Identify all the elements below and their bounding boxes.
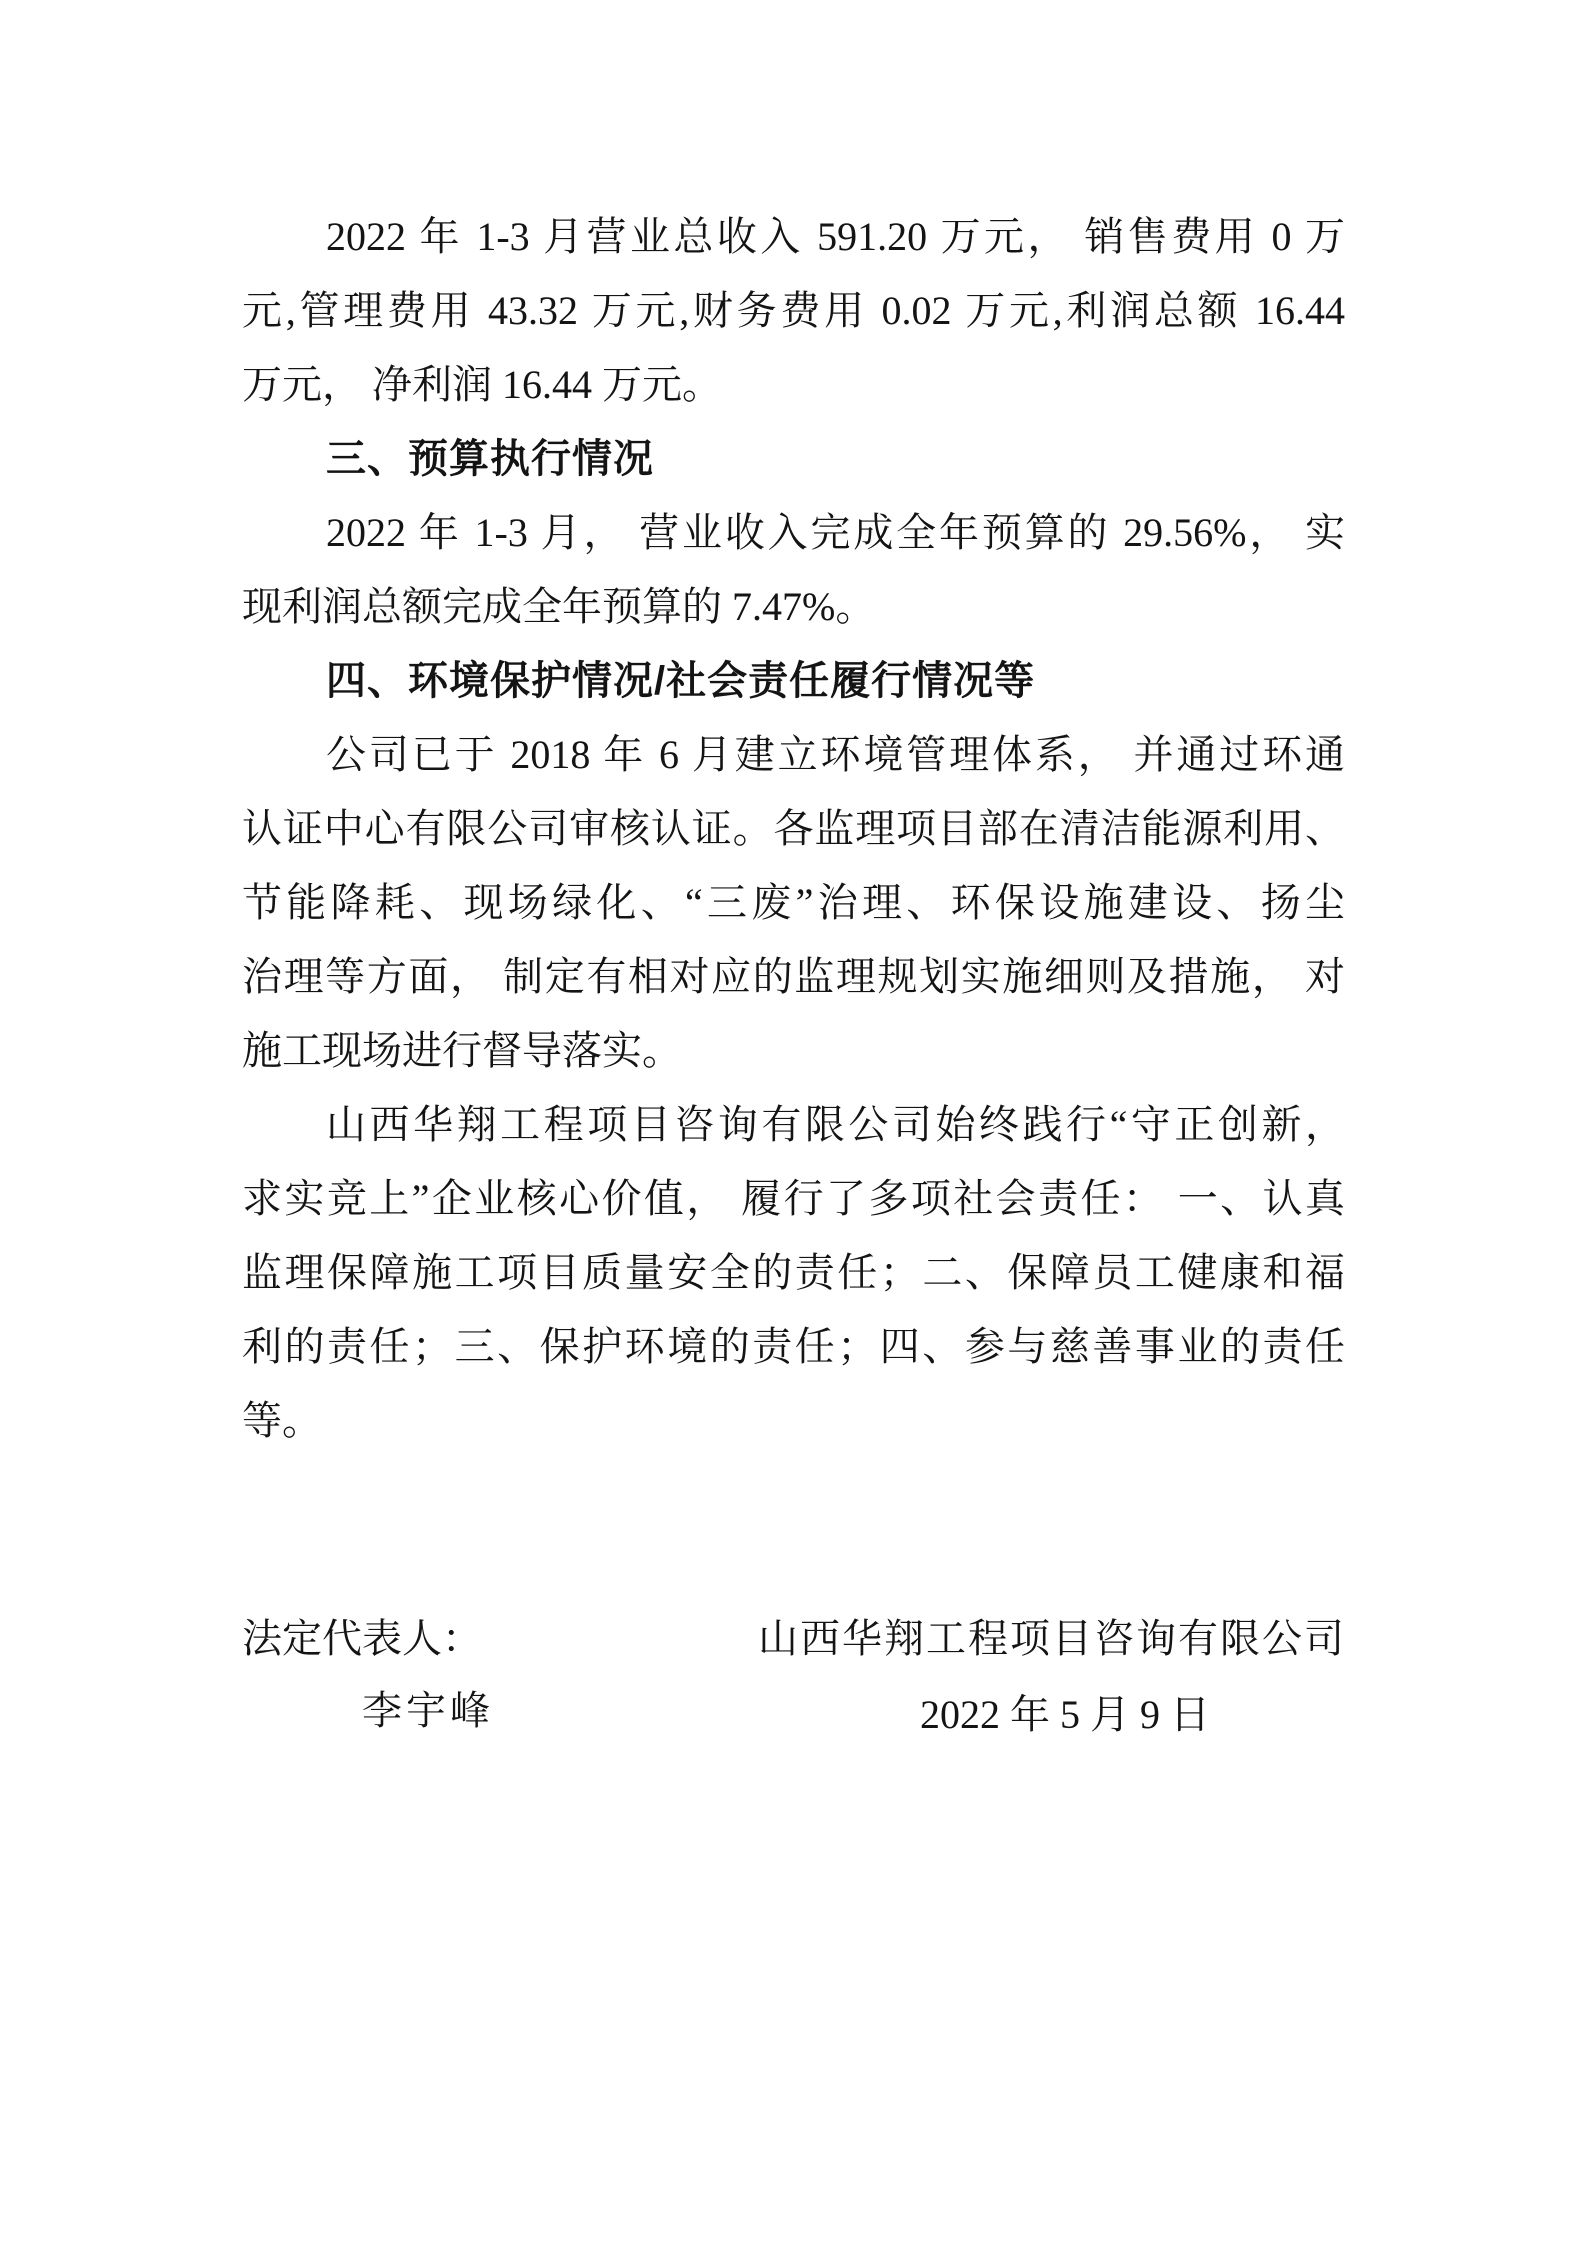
paragraph-line: 公司已于 2018 年 6 月建立环境管理体系， 并通过环通: [326, 732, 1345, 777]
paragraph-line: 2022 年 1-3 月， 营业收入完成全年预算的 29.56%， 实: [326, 510, 1345, 555]
paragraph-line: 节能降耗、现场绿化、“三废”治理、环保设施建设、扬尘: [242, 880, 1345, 925]
paragraph-line: 等。: [242, 1398, 322, 1443]
paragraph-line: 万元， 净利润 16.44 万元。: [242, 362, 722, 407]
paragraph-line: 求实竞上”企业核心价值， 履行了多项社会责任： 一、认真: [242, 1176, 1345, 1221]
paragraph-line: 利的责任；三、保护环境的责任；四、参与慈善事业的责任: [242, 1324, 1345, 1369]
paragraph-line: 元,管理费用 43.32 万元,财务费用 0.02 万元,利润总额 16.44: [242, 288, 1345, 333]
legal-representative-name: 李宇峰: [362, 1688, 494, 1733]
paragraph-line: 认证中心有限公司审核认证。各监理项目部在清洁能源利用、: [242, 806, 1345, 851]
paragraph-line: 现利润总额完成全年预算的 7.47%。: [242, 584, 876, 629]
document-body: [242, 200, 1345, 1458]
section-heading-environment-social: 四、环境保护情况/社会责任履行情况等: [326, 659, 1036, 703]
company-name: 山西华翔工程项目咨询有限公司: [758, 1616, 1346, 1661]
paragraph-line: 山西华翔工程项目咨询有限公司始终践行“守正创新，: [326, 1102, 1345, 1147]
signature-date: 2022 年 5 月 9 日: [920, 1692, 1210, 1737]
paragraph-line: 施工现场进行督导落实。: [242, 1028, 682, 1073]
paragraph-line: 治理等方面， 制定有相对应的监理规划实施细则及措施， 对: [242, 954, 1345, 999]
paragraph-line: 监理保障施工项目质量安全的责任；二、保障员工健康和福: [242, 1250, 1345, 1295]
paragraph-line: 2022 年 1-3 月营业总收入 591.20 万元， 销售费用 0 万: [326, 214, 1345, 259]
section-heading-budget-execution: 三、预算执行情况: [326, 437, 654, 481]
legal-representative-label: 法定代表人：: [242, 1616, 482, 1661]
